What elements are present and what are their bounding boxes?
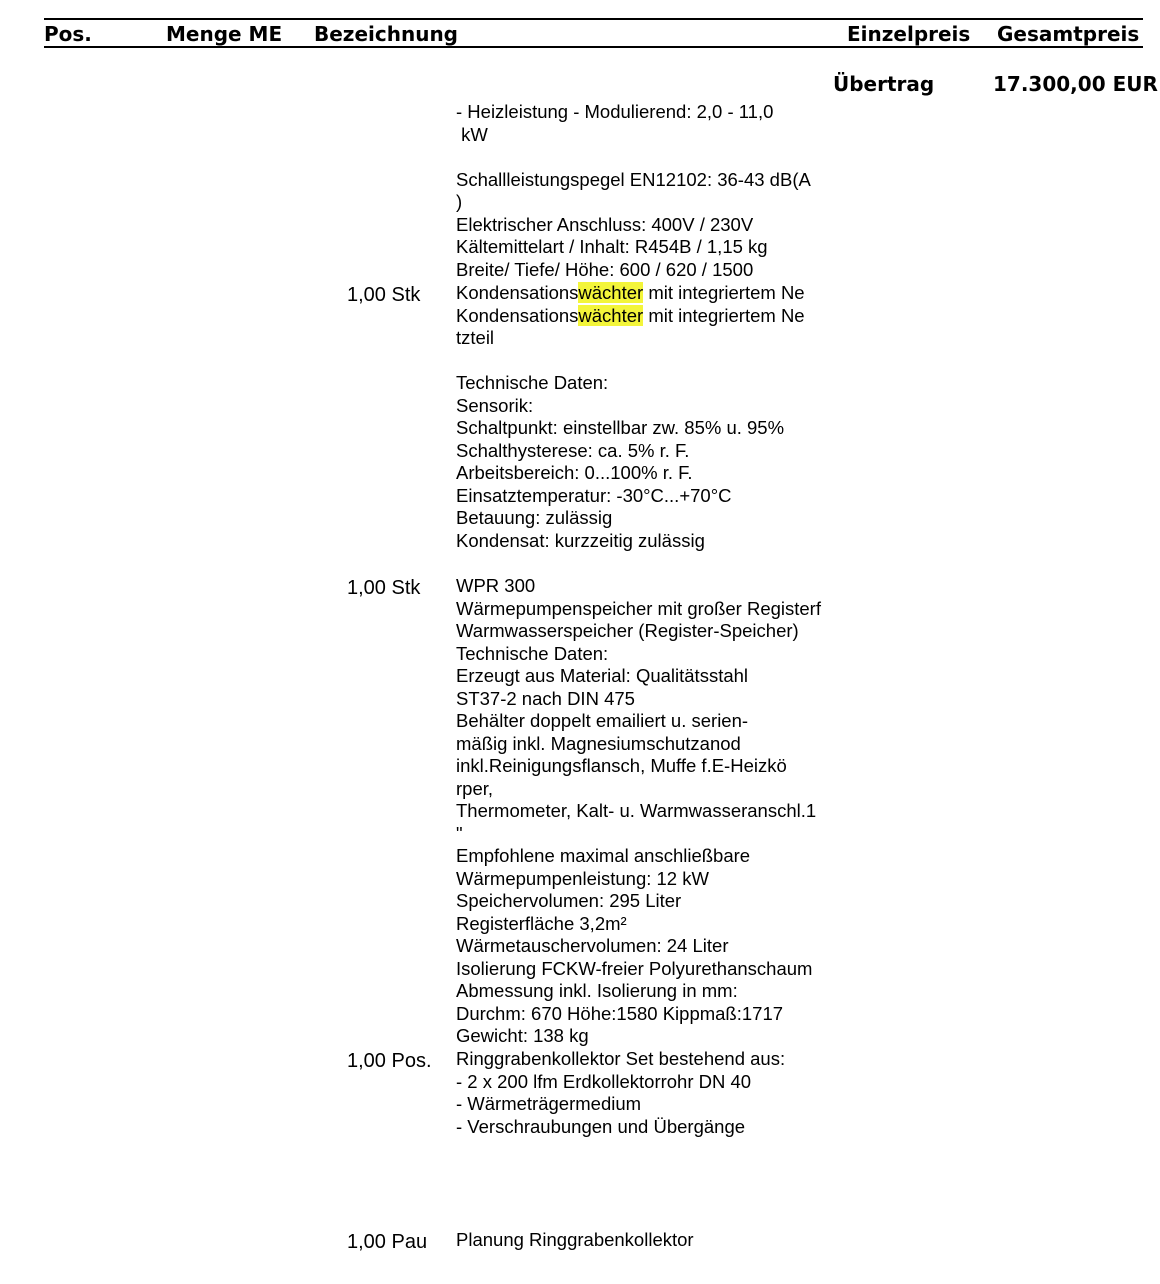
description-line: Durchm: 670 Höhe:1580 Kippmaß:1717 <box>456 1002 784 1024</box>
description-line: mäßig inkl. Magnesiumschutzanod <box>456 732 741 754</box>
description-line: Wärmepumpenspeicher mit großer Registerf <box>456 597 821 619</box>
description-line: Kondensationswächter mit integriertem Ne <box>456 282 805 303</box>
table-header <box>44 18 1143 48</box>
description-line: Arbeitsbereich: 0...100% r. F. <box>456 462 693 483</box>
description-line: " <box>456 822 463 844</box>
description-line: - Wärmeträgermedium <box>456 1093 642 1114</box>
description-line: kW <box>456 123 488 145</box>
item-quantity: 1,00 Pau <box>347 1231 428 1253</box>
description-line <box>456 350 876 373</box>
carry-over-label: Übertrag <box>833 72 935 96</box>
description-line: Technische Daten: <box>456 372 609 393</box>
description-line: ST37-2 nach DIN 475 <box>456 687 635 709</box>
item-description <box>456 282 876 552</box>
description-line: Behälter doppelt emailiert u. serien- <box>456 710 749 731</box>
item-quantity: 1,00 Pos. <box>347 1050 432 1072</box>
column-header-einzelpreis: Einzelpreis <box>847 22 971 46</box>
description-line: Registerfläche 3,2m² <box>456 912 627 934</box>
item-quantity: 1,00 Stk <box>347 284 421 306</box>
description-line: Speichervolumen: 295 Liter <box>456 890 682 911</box>
description-line: Einsatztemperatur: -30°C...+70°C <box>456 484 732 506</box>
description-line: Sensorik: <box>456 394 534 416</box>
description-line: Breite/ Tiefe/ Höhe: 600 / 620 / 1500 <box>456 258 754 280</box>
description-line: Empfohlene maximal anschließbare <box>456 845 751 866</box>
description-line: Technische Daten: <box>456 642 609 664</box>
description-line: Gewicht: 138 kg <box>456 1025 589 1046</box>
description-line: Kondensat: kurzzeitig zulässig <box>456 529 705 551</box>
description-line: - Verschraubungen und Übergänge <box>456 1115 746 1137</box>
description-line: Isolierung FCKW-freier Polyurethanschaum <box>456 957 813 979</box>
description-line: Ringgrabenkollektor Set bestehend aus: <box>456 1048 786 1069</box>
description-line: Wärmetauschervolumen: 24 Liter <box>456 935 729 956</box>
column-header-pos: Pos. <box>44 22 92 46</box>
description-line: Schalthysterese: ca. 5% r. F. <box>456 439 690 461</box>
description-line: Schallleistungspegel EN12102: 36-43 dB(A <box>456 168 811 190</box>
description-line: Kältemittelart / Inhalt: R454B / 1,15 kg <box>456 236 768 257</box>
description-line: - 2 x 200 lfm Erdkollektorrohr DN 40 <box>456 1070 752 1092</box>
description-line: Thermometer, Kalt- u. Warmwasseranschl.1 <box>456 800 817 821</box>
item-description <box>456 1048 876 1138</box>
item-description <box>456 1229 876 1252</box>
description-line: tzteil <box>456 327 495 348</box>
column-header-bezeichnung: Bezeichnung <box>314 22 458 46</box>
description-line: Planung Ringgrabenkollektor <box>456 1229 694 1250</box>
description-line: Schaltpunkt: einstellbar zw. 85% u. 95% <box>456 417 785 438</box>
column-header-menge-me: Menge ME <box>166 22 283 46</box>
search-highlight: wächter <box>578 282 644 303</box>
description-line: Wärmepumpenleistung: 12 kW <box>456 867 709 889</box>
description-line: Elektrischer Anschluss: 400V / 230V <box>456 213 754 235</box>
description-line: ) <box>456 191 463 212</box>
description-line: Abmessung inkl. Isolierung in mm: <box>456 980 738 1001</box>
item-quantity: 1,00 Stk <box>347 577 421 599</box>
description-line: inkl.Reinigungsflansch, Muffe f.E-Heizkö <box>456 755 787 776</box>
column-header-gesamtpreis: Gesamtpreis <box>997 22 1140 46</box>
carry-over-amount: 17.300,00 EUR <box>993 72 1158 96</box>
search-highlight: wächter <box>578 304 644 326</box>
description-line: - Heizleistung - Modulierend: 2,0 - 11,0 <box>456 101 774 122</box>
description-line: Betauung: zulässig <box>456 507 613 528</box>
description-line: rper, <box>456 777 494 799</box>
item-description <box>456 575 876 1048</box>
intro-description <box>456 101 876 281</box>
description-line: Erzeugt aus Material: Qualitätsstahl <box>456 665 749 686</box>
description-line: Kondensationswächter mit integriertem Ne <box>456 304 805 326</box>
description-line: WPR 300 <box>456 575 536 596</box>
description-line: Warmwasserspeicher (Register-Speicher) <box>456 620 799 641</box>
description-line <box>456 146 876 169</box>
